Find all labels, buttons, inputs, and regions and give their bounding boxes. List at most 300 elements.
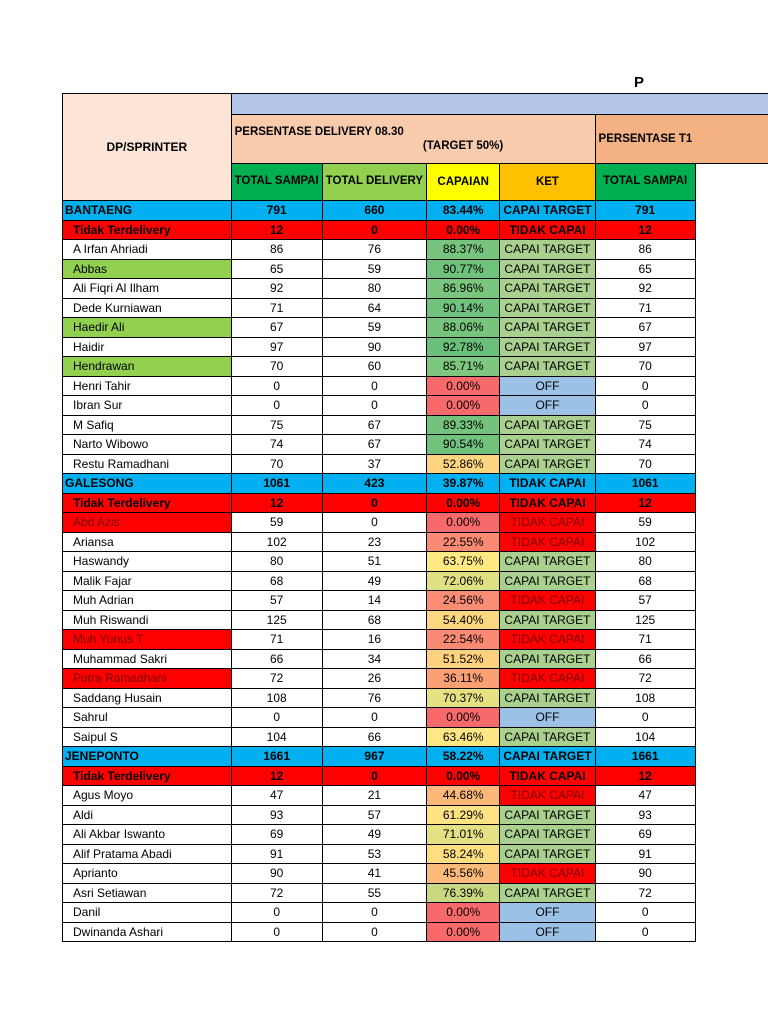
blank-cell <box>695 298 768 318</box>
table-row <box>63 805 768 825</box>
sprinter-name: Ariansa <box>63 532 232 552</box>
ket-cell: TIDAK CAPAI <box>500 766 595 786</box>
table-row <box>63 513 768 533</box>
table-row <box>63 552 768 572</box>
table-row <box>63 337 768 357</box>
capaian-cell: 63.75% <box>427 552 500 572</box>
ket-cell: CAPAI TARGET <box>500 747 595 767</box>
blank-cell <box>695 376 768 396</box>
ket-cell: CAPAI TARGET <box>500 825 595 845</box>
total-sampai-cell: 12 <box>231 493 322 513</box>
delivery-report-table <box>62 93 768 942</box>
sprinter-name: Muh Adrian <box>63 591 232 611</box>
total-sampai-t1-cell: 93 <box>595 805 695 825</box>
table-row <box>63 688 768 708</box>
table-row <box>63 318 768 338</box>
delivery-report-table-wrapper <box>62 93 768 942</box>
ket-cell: TIDAK CAPAI <box>500 493 595 513</box>
ket-cell: OFF <box>500 922 595 942</box>
blank-cell <box>695 532 768 552</box>
total-sampai-t1-cell: 74 <box>595 435 695 455</box>
total-delivery-cell: 660 <box>322 201 426 221</box>
col-total-sampai: TOTAL SAMPAI <box>231 163 322 200</box>
total-sampai-cell: 90 <box>231 864 322 884</box>
section-t1-header <box>595 114 695 163</box>
sprinter-name: Narto Wibowo <box>63 435 232 455</box>
ket-cell: CAPAI TARGET <box>500 415 595 435</box>
section-t1-title: PERSENTASE T1 <box>598 132 693 145</box>
table-row <box>63 708 768 728</box>
blank-cell <box>695 454 768 474</box>
blank-cell <box>695 552 768 572</box>
total-sampai-t1-cell: 86 <box>595 240 695 260</box>
table-row <box>63 571 768 591</box>
ket-cell: CAPAI TARGET <box>500 298 595 318</box>
table-row <box>63 454 768 474</box>
total-sampai-t1-cell: 12 <box>595 220 695 240</box>
total-delivery-cell: 51 <box>322 552 426 572</box>
total-sampai-t1-cell: 1661 <box>595 747 695 767</box>
total-sampai-cell: 0 <box>231 922 322 942</box>
total-sampai-cell: 71 <box>231 298 322 318</box>
capaian-cell: 90.77% <box>427 259 500 279</box>
total-sampai-t1-cell: 71 <box>595 630 695 650</box>
total-sampai-cell: 791 <box>231 201 322 221</box>
table-row <box>63 864 768 884</box>
total-delivery-cell: 59 <box>322 259 426 279</box>
capaian-cell: 63.46% <box>427 727 500 747</box>
total-sampai-t1-cell: 104 <box>595 727 695 747</box>
table-row <box>63 298 768 318</box>
table-row <box>63 922 768 942</box>
total-sampai-t1-cell: 67 <box>595 318 695 338</box>
total-sampai-t1-cell: 65 <box>595 259 695 279</box>
total-delivery-cell: 26 <box>322 669 426 689</box>
total-sampai-cell: 93 <box>231 805 322 825</box>
sprinter-name: Aldi <box>63 805 232 825</box>
total-delivery-cell: 55 <box>322 883 426 903</box>
ket-cell: CAPAI TARGET <box>500 259 595 279</box>
capaian-cell: 24.56% <box>427 591 500 611</box>
blank-cell <box>695 279 768 299</box>
sprinter-name: Muh Yunus T <box>63 630 232 650</box>
total-sampai-t1-cell: 59 <box>595 513 695 533</box>
blank-cell <box>695 240 768 260</box>
report-title-fragment: P <box>634 74 645 91</box>
sprinter-name: Alif Pratama Abadi <box>63 844 232 864</box>
total-delivery-cell: 67 <box>322 435 426 455</box>
header-blank <box>695 163 768 200</box>
total-delivery-cell: 41 <box>322 864 426 884</box>
total-delivery-cell: 37 <box>322 454 426 474</box>
total-sampai-t1-cell: 0 <box>595 376 695 396</box>
total-delivery-cell: 60 <box>322 357 426 377</box>
total-sampai-cell: 70 <box>231 357 322 377</box>
capaian-cell: 0.00% <box>427 220 500 240</box>
blank-cell <box>695 318 768 338</box>
total-delivery-cell: 0 <box>322 376 426 396</box>
table-row <box>63 415 768 435</box>
sprinter-name: Danil <box>63 903 232 923</box>
capaian-cell: 58.24% <box>427 844 500 864</box>
total-sampai-cell: 12 <box>231 766 322 786</box>
total-delivery-cell: 67 <box>322 415 426 435</box>
blank-cell <box>695 864 768 884</box>
blank-cell <box>695 591 768 611</box>
ket-cell: OFF <box>500 396 595 416</box>
ket-cell: CAPAI TARGET <box>500 844 595 864</box>
total-sampai-cell: 67 <box>231 318 322 338</box>
ket-cell: CAPAI TARGET <box>500 435 595 455</box>
total-sampai-t1-cell: 72 <box>595 669 695 689</box>
sprinter-name: Ibran Sur <box>63 396 232 416</box>
blank-cell <box>695 493 768 513</box>
capaian-cell: 0.00% <box>427 396 500 416</box>
sprinter-name: Dwinanda Ashari <box>63 922 232 942</box>
total-sampai-cell: 0 <box>231 396 322 416</box>
ket-cell: CAPAI TARGET <box>500 610 595 630</box>
total-sampai-t1-cell: 102 <box>595 532 695 552</box>
sprinter-name: GALESONG <box>63 474 232 494</box>
total-delivery-cell: 76 <box>322 240 426 260</box>
blank-cell <box>695 708 768 728</box>
report-rows <box>63 201 768 942</box>
total-delivery-cell: 49 <box>322 825 426 845</box>
total-delivery-cell: 0 <box>322 513 426 533</box>
total-delivery-cell: 76 <box>322 688 426 708</box>
table-row <box>63 532 768 552</box>
ket-cell: CAPAI TARGET <box>500 337 595 357</box>
ket-cell: OFF <box>500 903 595 923</box>
ket-cell: CAPAI TARGET <box>500 649 595 669</box>
total-sampai-t1-cell: 0 <box>595 903 695 923</box>
capaian-cell: 36.11% <box>427 669 500 689</box>
capaian-cell: 85.71% <box>427 357 500 377</box>
capaian-cell: 90.14% <box>427 298 500 318</box>
blank-cell <box>695 786 768 806</box>
total-sampai-t1-cell: 0 <box>595 396 695 416</box>
total-sampai-t1-cell: 12 <box>595 493 695 513</box>
total-delivery-cell: 423 <box>322 474 426 494</box>
sprinter-name: Saipul S <box>63 727 232 747</box>
table-row <box>63 591 768 611</box>
total-sampai-cell: 97 <box>231 337 322 357</box>
sprinter-name: Saddang Husain <box>63 688 232 708</box>
sprinter-name: A Irfan Ahriadi <box>63 240 232 260</box>
blank-cell <box>695 396 768 416</box>
blank-cell <box>695 571 768 591</box>
total-delivery-cell: 53 <box>322 844 426 864</box>
sprinter-name: Abbas <box>63 259 232 279</box>
capaian-cell: 52.86% <box>427 454 500 474</box>
capaian-cell: 88.06% <box>427 318 500 338</box>
table-row <box>63 903 768 923</box>
capaian-cell: 88.37% <box>427 240 500 260</box>
dp-sprinter-header: DP/SPRINTER <box>63 94 232 201</box>
total-delivery-cell: 14 <box>322 591 426 611</box>
sprinter-name: Putra Ramadhani <box>63 669 232 689</box>
section-delivery-header <box>231 114 595 163</box>
total-sampai-cell: 75 <box>231 415 322 435</box>
table-row <box>63 357 768 377</box>
capaian-cell: 54.40% <box>427 610 500 630</box>
total-delivery-cell: 0 <box>322 708 426 728</box>
table-row <box>63 786 768 806</box>
capaian-cell: 0.00% <box>427 376 500 396</box>
total-sampai-t1-cell: 71 <box>595 298 695 318</box>
capaian-cell: 22.55% <box>427 532 500 552</box>
sprinter-name: Hendrawan <box>63 357 232 377</box>
total-delivery-cell: 90 <box>322 337 426 357</box>
total-sampai-t1-cell: 91 <box>595 844 695 864</box>
total-sampai-cell: 125 <box>231 610 322 630</box>
total-sampai-t1-cell: 47 <box>595 786 695 806</box>
table-row <box>63 630 768 650</box>
total-sampai-cell: 47 <box>231 786 322 806</box>
total-sampai-t1-cell: 68 <box>595 571 695 591</box>
total-delivery-cell: 80 <box>322 279 426 299</box>
blank-cell <box>695 649 768 669</box>
total-sampai-t1-cell: 80 <box>595 552 695 572</box>
capaian-cell: 89.33% <box>427 415 500 435</box>
blank-cell <box>695 825 768 845</box>
total-delivery-cell: 0 <box>322 903 426 923</box>
blank-cell <box>695 747 768 767</box>
total-sampai-t1-cell: 92 <box>595 279 695 299</box>
capaian-cell: 0.00% <box>427 708 500 728</box>
total-sampai-t1-cell: 70 <box>595 454 695 474</box>
col-capaian: CAPAIAN <box>427 163 500 200</box>
blank-cell <box>695 805 768 825</box>
sprinter-name: M Safiq <box>63 415 232 435</box>
section-t1-extension <box>695 114 768 163</box>
capaian-cell: 39.87% <box>427 474 500 494</box>
blank-cell <box>695 220 768 240</box>
table-row <box>63 649 768 669</box>
total-delivery-cell: 0 <box>322 493 426 513</box>
blank-cell <box>695 903 768 923</box>
capaian-cell: 61.29% <box>427 805 500 825</box>
sprinter-name: Abd Azis <box>63 513 232 533</box>
total-sampai-cell: 57 <box>231 591 322 611</box>
ket-cell: CAPAI TARGET <box>500 357 595 377</box>
total-sampai-cell: 66 <box>231 649 322 669</box>
capaian-cell: 51.52% <box>427 649 500 669</box>
total-delivery-cell: 59 <box>322 318 426 338</box>
ket-cell: CAPAI TARGET <box>500 805 595 825</box>
capaian-cell: 86.96% <box>427 279 500 299</box>
sprinter-name: Ali Akbar Iswanto <box>63 825 232 845</box>
blank-cell <box>695 435 768 455</box>
sprinter-name: JENEPONTO <box>63 747 232 767</box>
total-delivery-cell: 16 <box>322 630 426 650</box>
total-sampai-cell: 0 <box>231 376 322 396</box>
blank-cell <box>695 669 768 689</box>
undelivered-row <box>63 493 768 513</box>
capaian-cell: 0.00% <box>427 903 500 923</box>
total-sampai-t1-cell: 791 <box>595 201 695 221</box>
total-delivery-cell: 0 <box>322 766 426 786</box>
ket-cell: TIDAK CAPAI <box>500 669 595 689</box>
table-row <box>63 610 768 630</box>
blank-cell <box>695 610 768 630</box>
header-band <box>231 94 768 115</box>
sprinter-name: Dede Kurniawan <box>63 298 232 318</box>
total-sampai-cell: 69 <box>231 825 322 845</box>
total-sampai-t1-cell: 1061 <box>595 474 695 494</box>
total-sampai-cell: 92 <box>231 279 322 299</box>
total-sampai-cell: 12 <box>231 220 322 240</box>
col-ket: KET <box>500 163 595 200</box>
ket-cell: TIDAK CAPAI <box>500 630 595 650</box>
ket-cell: CAPAI TARGET <box>500 279 595 299</box>
total-sampai-t1-cell: 57 <box>595 591 695 611</box>
blank-cell <box>695 201 768 221</box>
total-sampai-cell: 72 <box>231 883 322 903</box>
blank-cell <box>695 415 768 435</box>
total-sampai-cell: 74 <box>231 435 322 455</box>
ket-cell: OFF <box>500 376 595 396</box>
ket-cell: CAPAI TARGET <box>500 688 595 708</box>
sprinter-name: BANTAENG <box>63 201 232 221</box>
total-sampai-cell: 71 <box>231 630 322 650</box>
capaian-cell: 70.37% <box>427 688 500 708</box>
ket-cell: CAPAI TARGET <box>500 318 595 338</box>
blank-cell <box>695 844 768 864</box>
blank-cell <box>695 630 768 650</box>
blank-cell <box>695 337 768 357</box>
ket-cell: CAPAI TARGET <box>500 571 595 591</box>
ket-cell: CAPAI TARGET <box>500 454 595 474</box>
sprinter-name: Muh Riswandi <box>63 610 232 630</box>
total-delivery-cell: 967 <box>322 747 426 767</box>
total-delivery-cell: 21 <box>322 786 426 806</box>
blank-cell <box>695 922 768 942</box>
capaian-cell: 58.22% <box>427 747 500 767</box>
sprinter-name: Malik Fajar <box>63 571 232 591</box>
total-sampai-cell: 68 <box>231 571 322 591</box>
total-sampai-cell: 91 <box>231 844 322 864</box>
total-sampai-cell: 108 <box>231 688 322 708</box>
capaian-cell: 90.54% <box>427 435 500 455</box>
total-sampai-cell: 102 <box>231 532 322 552</box>
sprinter-name: Henri Tahir <box>63 376 232 396</box>
capaian-cell: 71.01% <box>427 825 500 845</box>
total-sampai-t1-cell: 72 <box>595 883 695 903</box>
capaian-cell: 83.44% <box>427 201 500 221</box>
section-delivery-title: PERSENTASE DELIVERY 08.30 <box>234 125 404 138</box>
group-row <box>63 474 768 494</box>
blank-cell <box>695 766 768 786</box>
blank-cell <box>695 688 768 708</box>
undelivered-row <box>63 766 768 786</box>
undelivered-row <box>63 220 768 240</box>
total-sampai-cell: 72 <box>231 669 322 689</box>
sprinter-name: Tidak Terdelivery <box>63 493 232 513</box>
total-delivery-cell: 34 <box>322 649 426 669</box>
total-sampai-t1-cell: 75 <box>595 415 695 435</box>
ket-cell: CAPAI TARGET <box>500 883 595 903</box>
capaian-cell: 0.00% <box>427 493 500 513</box>
total-sampai-t1-cell: 97 <box>595 337 695 357</box>
capaian-cell: 44.68% <box>427 786 500 806</box>
sprinter-name: Agus Moyo <box>63 786 232 806</box>
table-row <box>63 669 768 689</box>
group-row <box>63 201 768 221</box>
ket-cell: CAPAI TARGET <box>500 727 595 747</box>
total-delivery-cell: 57 <box>322 805 426 825</box>
table-row <box>63 240 768 260</box>
total-sampai-cell: 65 <box>231 259 322 279</box>
blank-cell <box>695 513 768 533</box>
table-row <box>63 279 768 299</box>
total-sampai-t1-cell: 0 <box>595 708 695 728</box>
ket-cell: TIDAK CAPAI <box>500 532 595 552</box>
total-sampai-cell: 59 <box>231 513 322 533</box>
total-sampai-t1-cell: 0 <box>595 922 695 942</box>
total-sampai-cell: 0 <box>231 903 322 923</box>
table-row <box>63 376 768 396</box>
table-row <box>63 259 768 279</box>
sprinter-name: Haedir Ali <box>63 318 232 338</box>
blank-cell <box>695 883 768 903</box>
sprinter-name: Aprianto <box>63 864 232 884</box>
total-delivery-cell: 0 <box>322 922 426 942</box>
table-row <box>63 844 768 864</box>
total-delivery-cell: 49 <box>322 571 426 591</box>
capaian-cell: 0.00% <box>427 766 500 786</box>
ket-cell: CAPAI TARGET <box>500 240 595 260</box>
sprinter-name: Tidak Terdelivery <box>63 766 232 786</box>
ket-cell: TIDAK CAPAI <box>500 474 595 494</box>
total-sampai-cell: 86 <box>231 240 322 260</box>
capaian-cell: 0.00% <box>427 922 500 942</box>
total-sampai-cell: 1661 <box>231 747 322 767</box>
sprinter-name: Sahrul <box>63 708 232 728</box>
blank-cell <box>695 727 768 747</box>
capaian-cell: 76.39% <box>427 883 500 903</box>
total-sampai-t1-cell: 70 <box>595 357 695 377</box>
ket-cell: TIDAK CAPAI <box>500 220 595 240</box>
sprinter-name: Tidak Terdelivery <box>63 220 232 240</box>
total-delivery-cell: 66 <box>322 727 426 747</box>
capaian-cell: 72.06% <box>427 571 500 591</box>
sprinter-name: Restu Ramadhani <box>63 454 232 474</box>
col-total-delivery: TOTAL DELIVERY <box>322 163 426 200</box>
sprinter-name: Muhammad Sakri <box>63 649 232 669</box>
blank-cell <box>695 259 768 279</box>
total-delivery-cell: 0 <box>322 396 426 416</box>
total-sampai-t1-cell: 69 <box>595 825 695 845</box>
capaian-cell: 45.56% <box>427 864 500 884</box>
total-sampai-cell: 104 <box>231 727 322 747</box>
sprinter-name: Haidir <box>63 337 232 357</box>
capaian-cell: 22.54% <box>427 630 500 650</box>
total-sampai-t1-cell: 125 <box>595 610 695 630</box>
group-row <box>63 747 768 767</box>
table-row <box>63 435 768 455</box>
total-delivery-cell: 0 <box>322 220 426 240</box>
blank-cell <box>695 474 768 494</box>
total-delivery-cell: 23 <box>322 532 426 552</box>
ket-cell: TIDAK CAPAI <box>500 786 595 806</box>
section-delivery-target: (TARGET 50%) <box>422 139 504 152</box>
table-row <box>63 825 768 845</box>
blank-cell <box>695 357 768 377</box>
capaian-cell: 92.78% <box>427 337 500 357</box>
ket-cell: CAPAI TARGET <box>500 552 595 572</box>
total-sampai-t1-cell: 90 <box>595 864 695 884</box>
